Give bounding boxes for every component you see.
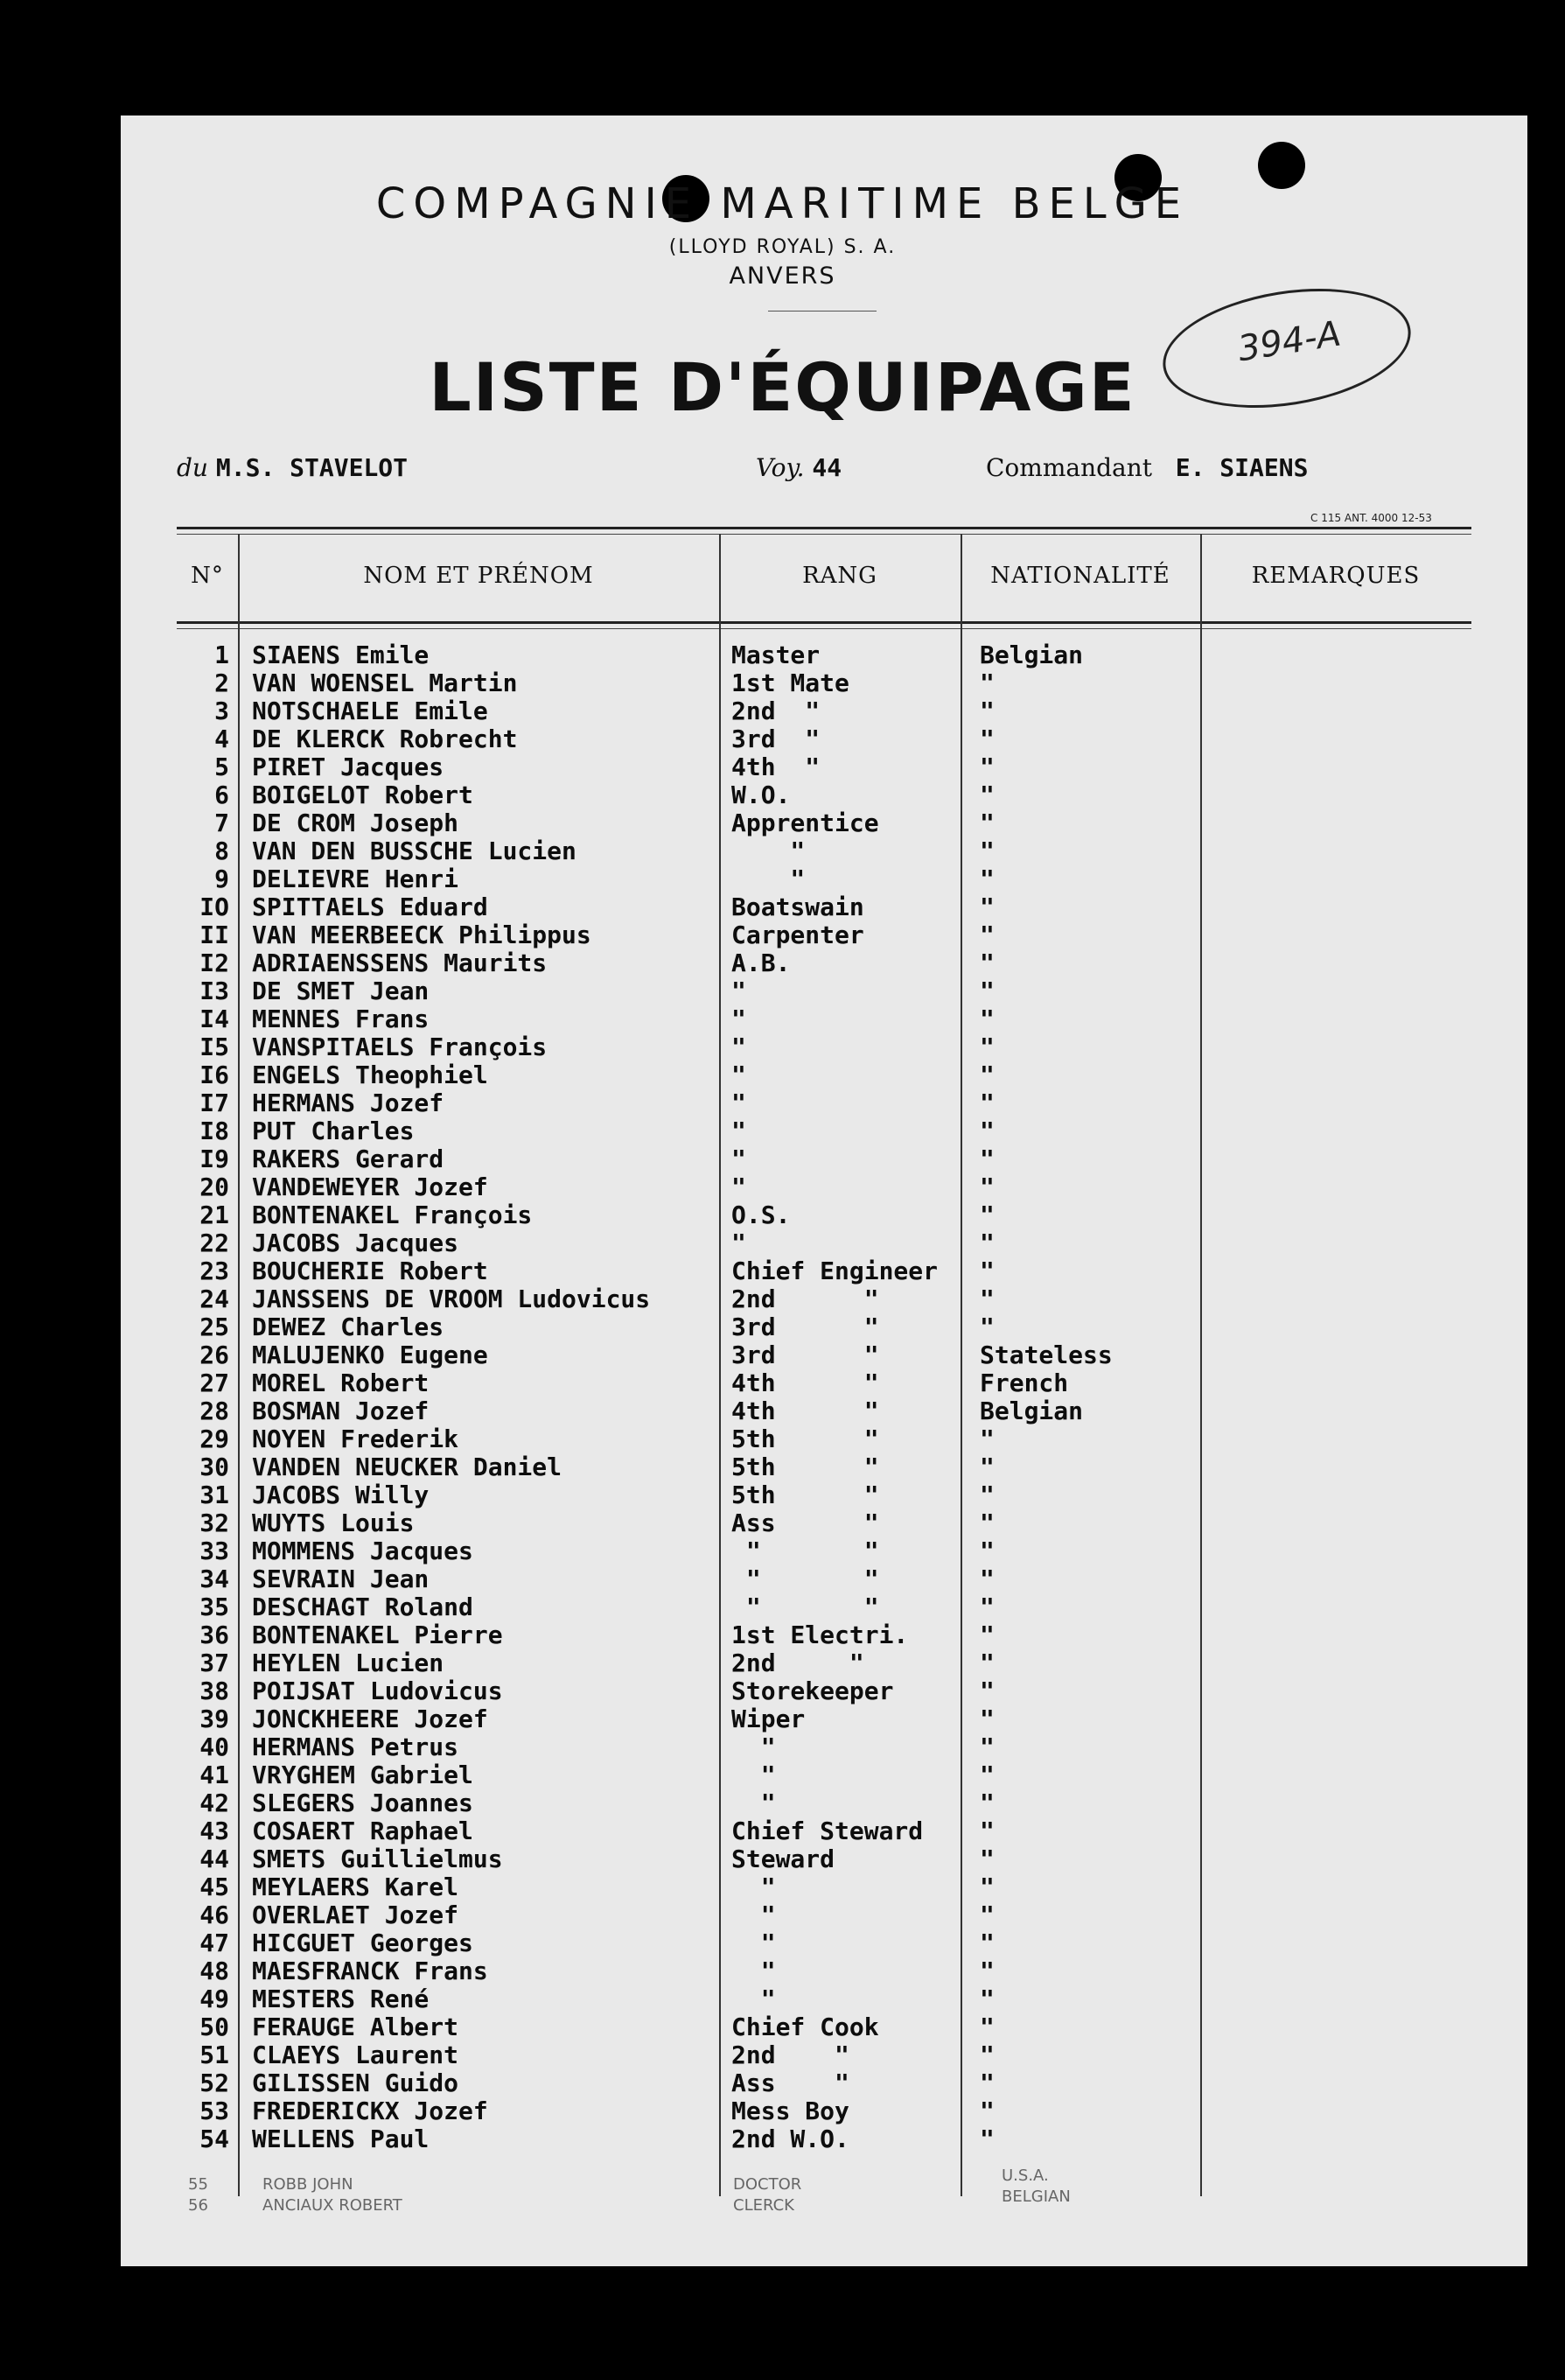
crew-rank: " " xyxy=(731,1536,879,1565)
ship-line: du M.S. STAVELOT xyxy=(177,453,409,482)
crew-rank: " xyxy=(731,864,806,893)
row-number: 48 xyxy=(199,1956,229,1985)
crew-nationality: " xyxy=(980,1900,995,1929)
crew-nationality: " xyxy=(980,1676,995,1705)
crew-nationality: " xyxy=(980,1060,995,1089)
row-number: 8 xyxy=(214,836,229,865)
row-number: I6 xyxy=(199,1060,229,1089)
row-number: 5 xyxy=(214,752,229,781)
handwritten-number: 55 xyxy=(188,2175,208,2194)
crew-name: VANSPITAELS François xyxy=(252,1032,548,1061)
crew-rank: 3rd " xyxy=(731,1340,879,1369)
crew-rank: Chief Steward xyxy=(731,1816,924,1845)
crew-name: DE SMET Jean xyxy=(252,976,430,1005)
row-number: IO xyxy=(199,892,229,921)
crew-rank: " xyxy=(731,1060,746,1089)
crew-rank: " xyxy=(731,1928,776,1957)
row-number: 4 xyxy=(214,724,229,753)
crew-nationality: " xyxy=(980,1116,995,1145)
column-header-remarks: REMARQUES xyxy=(1251,563,1421,589)
crew-nationality: Belgian xyxy=(980,640,1084,669)
form-code: C 115 ANT. 4000 12-53 xyxy=(1310,512,1432,524)
company-name: COMPAGNIE MARITIME BELGE xyxy=(375,179,1190,228)
crew-rank: Chief Cook xyxy=(731,2012,879,2041)
crew-name: SIAENS Emile xyxy=(252,640,430,669)
column-header-rank: RANG xyxy=(802,563,877,589)
row-number: 39 xyxy=(199,1704,229,1733)
handwritten-nationality: BELGIAN xyxy=(1002,2188,1071,2206)
row-number: 35 xyxy=(199,1592,229,1621)
crew-nationality: " xyxy=(980,1452,995,1481)
crew-rank: " xyxy=(731,836,806,865)
crew-rank: 4th " xyxy=(731,1368,879,1397)
crew-rank: " xyxy=(731,1732,776,1761)
crew-rank: " xyxy=(731,1032,746,1061)
row-number: 43 xyxy=(199,1816,229,1845)
row-number: I7 xyxy=(199,1088,229,1117)
row-number: 20 xyxy=(199,1172,229,1201)
crew-nationality: " xyxy=(980,836,995,865)
voyage-number: 44 xyxy=(812,453,842,482)
row-number: 6 xyxy=(214,780,229,809)
crew-name: ADRIAENSSENS Maurits xyxy=(252,948,548,977)
crew-name: VAN WOENSEL Martin xyxy=(252,668,518,697)
commander-name: E. SIAENS xyxy=(1175,453,1309,482)
row-number: 23 xyxy=(199,1256,229,1285)
crew-name: DEWEZ Charles xyxy=(252,1312,444,1341)
row-number: 2 xyxy=(214,668,229,697)
row-number: 32 xyxy=(199,1508,229,1537)
crew-nationality: " xyxy=(980,1144,995,1173)
crew-name: MALUJENKO Eugene xyxy=(252,1340,488,1369)
crew-rank: " " xyxy=(731,1592,879,1621)
crew-name: VANDEN NEUCKER Daniel xyxy=(252,1452,562,1481)
handwritten-reference: 394-A xyxy=(1155,272,1420,424)
crew-nationality: " xyxy=(980,948,995,977)
crew-rank: " xyxy=(731,1788,776,1817)
row-number: 30 xyxy=(199,1452,229,1481)
crew-name: SMETS Guillielmus xyxy=(252,1844,503,1873)
crew-rank: Carpenter xyxy=(731,920,864,949)
crew-name: OVERLAET Jozef xyxy=(252,1900,459,1929)
crew-rank: Ass " xyxy=(731,1508,879,1537)
ship-name: M.S. STAVELOT xyxy=(215,453,409,482)
crew-nationality: " xyxy=(980,1592,995,1621)
crew-nationality: " xyxy=(980,1200,995,1229)
document-title: LISTE D'ÉQUIPAGE xyxy=(429,348,1136,426)
crew-rank: 4th " xyxy=(731,752,821,781)
crew-nationality: " xyxy=(980,1788,995,1817)
crew-rank: " " xyxy=(731,1564,879,1593)
crew-nationality: " xyxy=(980,1620,995,1649)
row-number: 49 xyxy=(199,1984,229,2013)
row-number: 37 xyxy=(199,1648,229,1677)
row-number: 7 xyxy=(214,808,229,837)
crew-nationality: " xyxy=(980,1732,995,1761)
crew-name: BONTENAKEL Pierre xyxy=(252,1620,503,1649)
crew-nationality: " xyxy=(980,1704,995,1733)
crew-rank: 2nd " xyxy=(731,2040,849,2069)
crew-name: VRYGHEM Gabriel xyxy=(252,1760,473,1789)
row-number: 52 xyxy=(199,2068,229,2097)
crew-nationality: Stateless xyxy=(980,1340,1113,1369)
crew-rank: Storekeeper xyxy=(731,1676,894,1705)
crew-rank: 2nd W.O. xyxy=(731,2124,849,2153)
crew-nationality: " xyxy=(980,2068,995,2097)
voyage-line: Voy. 44 xyxy=(756,453,842,482)
crew-nationality: " xyxy=(980,2096,995,2125)
crew-name: PIRET Jacques xyxy=(252,752,444,781)
company-subname: (LLOYD ROYAL) S. A. xyxy=(668,236,897,258)
crew-nationality: " xyxy=(980,892,995,921)
crew-nationality: " xyxy=(980,1172,995,1201)
crew-name: MAESFRANCK Frans xyxy=(252,1956,488,1985)
column-header-nationality: NATIONALITÉ xyxy=(990,563,1170,589)
crew-nationality: " xyxy=(980,1312,995,1341)
crew-rank: 3rd " xyxy=(731,724,821,753)
divider xyxy=(768,311,877,312)
row-number: 29 xyxy=(199,1424,229,1453)
crew-rank: " xyxy=(731,1900,776,1929)
crew-rank: " xyxy=(731,1116,746,1145)
crew-nationality: " xyxy=(980,1648,995,1677)
column-header-no: N° xyxy=(191,563,224,589)
crew-rank: Chief Engineer xyxy=(731,1256,939,1285)
crew-name: VAN DEN BUSSCHE Lucien xyxy=(252,836,576,865)
handwritten-nationality: U.S.A. xyxy=(1002,2166,1049,2185)
crew-name: RAKERS Gerard xyxy=(252,1144,444,1173)
crew-nationality: " xyxy=(980,808,995,837)
row-number: 1 xyxy=(214,640,229,669)
crew-name: BOSMAN Jozef xyxy=(252,1396,430,1425)
row-number: 25 xyxy=(199,1312,229,1341)
column-divider xyxy=(961,534,962,2196)
crew-rank: Wiper xyxy=(731,1704,806,1733)
crew-name: MEYLAERS Karel xyxy=(252,1872,459,1901)
crew-name: POIJSAT Ludovicus xyxy=(252,1676,503,1705)
handwritten-name: ROBB JOHN xyxy=(262,2175,353,2194)
crew-name: WUYTS Louis xyxy=(252,1508,415,1537)
crew-rank: " xyxy=(731,1088,746,1117)
crew-nationality: " xyxy=(980,1004,995,1033)
row-number: 44 xyxy=(199,1844,229,1873)
row-number: 33 xyxy=(199,1536,229,1565)
row-number: 45 xyxy=(199,1872,229,1901)
crew-nationality: " xyxy=(980,1816,995,1845)
crew-name: SPITTAELS Eduard xyxy=(252,892,488,921)
crew-rank: " xyxy=(731,976,746,1005)
crew-rank: 5th " xyxy=(731,1452,879,1481)
crew-name: VANDEWEYER Jozef xyxy=(252,1172,488,1201)
row-number: 24 xyxy=(199,1284,229,1313)
company-city: ANVERS xyxy=(729,262,836,290)
header-rule xyxy=(177,621,1471,624)
crew-nationality: " xyxy=(980,752,995,781)
crew-rank: " xyxy=(731,1872,776,1901)
crew-nationality: " xyxy=(980,1956,995,1985)
row-number: 40 xyxy=(199,1732,229,1761)
row-number: 54 xyxy=(199,2124,229,2153)
crew-rank: " xyxy=(731,1228,746,1257)
handwritten-name: ANCIAUX ROBERT xyxy=(262,2196,402,2215)
column-divider xyxy=(238,534,240,2196)
crew-rank: 2nd " xyxy=(731,1284,879,1313)
crew-rank: Apprentice xyxy=(731,808,879,837)
row-number: 22 xyxy=(199,1228,229,1257)
row-number: I5 xyxy=(199,1032,229,1061)
row-number: 36 xyxy=(199,1620,229,1649)
crew-nationality: " xyxy=(980,1480,995,1509)
crew-rank: " xyxy=(731,1984,776,2013)
crew-name: JACOBS Jacques xyxy=(252,1228,459,1257)
crew-name: DE CROM Joseph xyxy=(252,808,459,837)
row-number: I4 xyxy=(199,1004,229,1033)
crew-nationality: " xyxy=(980,1228,995,1257)
row-number: II xyxy=(199,920,229,949)
handwritten-rank: CLERCK xyxy=(733,2196,794,2215)
crew-name: HEYLEN Lucien xyxy=(252,1648,444,1677)
crew-name: ENGELS Theophiel xyxy=(252,1060,488,1089)
column-divider xyxy=(1200,534,1202,2196)
crew-rank: A.B. xyxy=(731,948,791,977)
crew-rank: 4th " xyxy=(731,1396,879,1425)
crew-name: VAN MEERBEECK Philippus xyxy=(252,920,591,949)
crew-nationality: " xyxy=(980,2124,995,2153)
row-number: 3 xyxy=(214,696,229,725)
crew-name: JACOBS Willy xyxy=(252,1480,430,1509)
crew-rank: 1st Mate xyxy=(731,668,849,697)
crew-nationality: " xyxy=(980,1564,995,1593)
crew-name: GILISSEN Guido xyxy=(252,2068,459,2097)
crew-rank: " xyxy=(731,1760,776,1789)
row-number: 47 xyxy=(199,1928,229,1957)
row-number: 51 xyxy=(199,2040,229,2069)
crew-rank: 1st Electri. xyxy=(731,1620,909,1649)
crew-rank: 5th " xyxy=(731,1480,879,1509)
crew-rank: W.O. xyxy=(731,780,791,809)
column-header-name: NOM ET PRÉNOM xyxy=(363,563,594,589)
crew-rank: " xyxy=(731,1144,746,1173)
crew-name: DELIEVRE Henri xyxy=(252,864,459,893)
crew-rank: 2nd " xyxy=(731,1648,864,1677)
header-rule xyxy=(177,628,1471,629)
row-number: I3 xyxy=(199,976,229,1005)
crew-nationality: " xyxy=(980,1508,995,1537)
header-rule xyxy=(177,527,1471,529)
crew-nationality: " xyxy=(980,1760,995,1789)
header-rule xyxy=(177,534,1471,535)
crew-rank: Mess Boy xyxy=(731,2096,849,2125)
crew-nationality: " xyxy=(980,864,995,893)
crew-name: PUT Charles xyxy=(252,1116,415,1145)
crew-name: HICGUET Georges xyxy=(252,1928,473,1957)
crew-name: BONTENAKEL François xyxy=(252,1200,533,1229)
crew-name: BOIGELOT Robert xyxy=(252,780,473,809)
column-divider xyxy=(719,534,721,2196)
crew-name: CLAEYS Laurent xyxy=(252,2040,459,2069)
crew-nationality: " xyxy=(980,2012,995,2041)
row-number: I2 xyxy=(199,948,229,977)
crew-name: NOYEN Frederik xyxy=(252,1424,459,1453)
crew-nationality: " xyxy=(980,1984,995,2013)
crew-name: DESCHAGT Roland xyxy=(252,1592,473,1621)
crew-nationality: " xyxy=(980,976,995,1005)
row-number: 53 xyxy=(199,2096,229,2125)
row-number: 38 xyxy=(199,1676,229,1705)
handwritten-rank: DOCTOR xyxy=(733,2175,802,2194)
crew-name: MOREL Robert xyxy=(252,1368,430,1397)
crew-nationality: " xyxy=(980,1844,995,1873)
crew-nationality: " xyxy=(980,1032,995,1061)
crew-nationality: " xyxy=(980,1424,995,1453)
crew-rank: Master xyxy=(731,640,821,669)
crew-nationality: " xyxy=(980,2040,995,2069)
row-number: 27 xyxy=(199,1368,229,1397)
crew-name: SEVRAIN Jean xyxy=(252,1564,430,1593)
crew-rank: Ass " xyxy=(731,2068,849,2097)
crew-name: COSAERT Raphael xyxy=(252,1816,473,1845)
row-number: I8 xyxy=(199,1116,229,1145)
crew-nationality: " xyxy=(980,696,995,725)
crew-name: JANSSENS DE VROOM Ludovicus xyxy=(252,1284,651,1313)
crew-nationality: " xyxy=(980,1256,995,1285)
crew-name: DE KLERCK Robrecht xyxy=(252,724,518,753)
crew-rank: 3rd " xyxy=(731,1312,879,1341)
crew-name: BOUCHERIE Robert xyxy=(252,1256,488,1285)
row-number: 26 xyxy=(199,1340,229,1369)
crew-rank: " xyxy=(731,1004,746,1033)
row-number: 34 xyxy=(199,1564,229,1593)
crew-nationality: " xyxy=(980,1872,995,1901)
crew-rank: Steward xyxy=(731,1844,835,1873)
crew-name: FERAUGE Albert xyxy=(252,2012,459,2041)
crew-name: HERMANS Jozef xyxy=(252,1088,444,1117)
row-number: 9 xyxy=(214,864,229,893)
crew-name: MESTERS René xyxy=(252,1984,430,2013)
crew-rank: O.S. xyxy=(731,1200,791,1229)
crew-rank: " xyxy=(731,1172,746,1201)
crew-name: HERMANS Petrus xyxy=(252,1732,459,1761)
crew-nationality: " xyxy=(980,1928,995,1957)
row-number: 21 xyxy=(199,1200,229,1229)
crew-nationality: " xyxy=(980,1088,995,1117)
crew-name: SLEGERS Joannes xyxy=(252,1788,473,1817)
crew-name: NOTSCHAELE Emile xyxy=(252,696,488,725)
crew-nationality: " xyxy=(980,1536,995,1565)
crew-nationality: French xyxy=(980,1368,1069,1397)
crew-name: MENNES Frans xyxy=(252,1004,430,1033)
crew-nationality: Belgian xyxy=(980,1396,1084,1425)
row-number: 31 xyxy=(199,1480,229,1509)
crew-nationality: " xyxy=(980,780,995,809)
crew-name: FREDERICKX Jozef xyxy=(252,2096,488,2125)
row-number: I9 xyxy=(199,1144,229,1173)
crew-name: MOMMENS Jacques xyxy=(252,1536,473,1565)
crew-rank: Boatswain xyxy=(731,892,864,921)
row-number: 28 xyxy=(199,1396,229,1425)
row-number: 50 xyxy=(199,2012,229,2041)
crew-name: JONCKHEERE Jozef xyxy=(252,1704,488,1733)
crew-nationality: " xyxy=(980,920,995,949)
crew-nationality: " xyxy=(980,724,995,753)
crew-rank: 2nd " xyxy=(731,696,821,725)
crew-nationality: " xyxy=(980,668,995,697)
commander-line: Commandant E. SIAENS xyxy=(986,453,1309,482)
row-number: 41 xyxy=(199,1760,229,1789)
row-number: 42 xyxy=(199,1788,229,1817)
handwritten-number: 56 xyxy=(188,2196,208,2215)
crew-rank: 5th " xyxy=(731,1424,879,1453)
crew-name: WELLENS Paul xyxy=(252,2124,430,2153)
row-number: 46 xyxy=(199,1900,229,1929)
crew-rank: " xyxy=(731,1956,776,1985)
crew-nationality: " xyxy=(980,1284,995,1313)
